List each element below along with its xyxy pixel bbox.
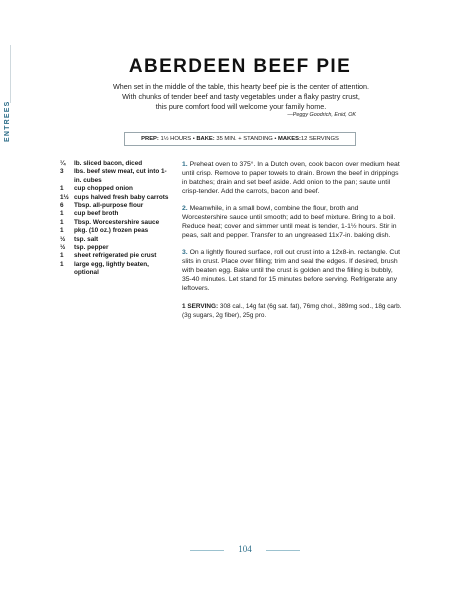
ingredient-item	[60, 160, 172, 168]
direction-step	[182, 248, 402, 293]
step-text: Meanwhile, in a small bowl, combine the flour, broth and Worcestershire sauce until smooth; add to beef mixture. Bring to a boil. Reduce heat; cover and simmer until meat is tender, 1-1½ hours. Stir in peas, salt and pepper. Transfer to an ungreased 11x7-in. baking dish.	[182, 205, 397, 239]
ingredient-qty: ½	[60, 244, 66, 252]
ingredient-text: cups halved fresh baby carrots	[74, 193, 169, 201]
bake-label: BAKE:	[196, 136, 215, 142]
ingredient-qty: 1	[60, 210, 64, 218]
makes-label: MAKES:	[278, 136, 301, 142]
ingredient-qty: 6	[60, 202, 64, 210]
ingredient-qty: 1	[60, 227, 64, 235]
ingredient-qty: 3	[60, 168, 64, 176]
prep-separator: •	[192, 136, 197, 142]
step-text: On a lightly floured surface, roll out crust into a 12x8-in. rectangle. Cut slits in crust. Place over filling; trim and seal the edges. If desired, brush with beaten egg. Bake until the crust is golden and the filling is bubbly, 35-40 minutes. Let stand for 15 minutes before serving. Refrigerate any leftovers.	[182, 249, 400, 292]
nutrition-label: 1 SERVING:	[182, 303, 219, 310]
makes-value: 12 SERVINGS	[300, 136, 339, 142]
ingredient-item	[60, 227, 172, 235]
ingredient-qty: ½	[60, 235, 66, 243]
direction-step	[182, 204, 402, 240]
intro-line: this pure comfort food will welcome your family home.	[155, 102, 327, 111]
sidebar-divider	[10, 45, 11, 103]
ingredient-qty: 1½	[60, 193, 69, 201]
ingredient-item	[60, 219, 172, 227]
ingredient-qty: ¼	[60, 160, 66, 167]
nutrition-info	[182, 303, 402, 320]
ingredient-text: Tbsp. all-purpose flour	[74, 202, 144, 210]
ingredient-text: tsp. pepper	[74, 244, 109, 252]
ingredients-list	[60, 160, 172, 278]
ingredient-text: lb. sliced bacon, diced	[74, 160, 143, 167]
ingredient-item	[60, 244, 172, 252]
ingredient-item	[60, 202, 172, 210]
ingredient-text: cup chopped onion	[74, 185, 133, 193]
ingredient-item	[60, 168, 172, 185]
directions	[182, 160, 402, 327]
bake-value: 35 MIN. + STANDING	[216, 136, 273, 142]
ingredient-item	[60, 261, 172, 278]
ingredient-item	[60, 194, 172, 202]
ingredient-text: cup beef broth	[74, 210, 119, 218]
ingredient-text: large egg, lightly beaten, optional	[74, 260, 149, 277]
ingredient-text: pkg. (10 oz.) frozen peas	[74, 227, 149, 235]
ingredient-item	[60, 236, 172, 244]
step-text: Preheat oven to 375°. In a Dutch oven, cook bacon over medium heat until crisp. Remove to paper towels to drain. Brown the beef in drippings in batches; drain and set beef aside. Add onion to the pan; saute until crisp-tender. Add the carrots, bacon and beef.	[182, 161, 400, 195]
ingredient-item	[60, 185, 172, 193]
recipe-intro	[96, 82, 386, 112]
ingredient-text: lbs. beef stew meat, cut into 1-in. cubes	[74, 168, 167, 184]
ingredient-text: tsp. salt	[74, 235, 99, 243]
ingredient-qty: 1	[60, 252, 64, 260]
prep-value: 1½ HOURS	[160, 136, 192, 142]
nutrition-text: 308 cal., 14g fat (6g sat. fat), 76mg chol., 389mg sod., 18g carb. (3g sugars, 2g fiber), 25g pro.	[182, 303, 402, 319]
footer-rule	[266, 550, 300, 551]
prep-label: PREP:	[141, 136, 159, 142]
recipe-byline: —Peggy Goodrich, Enid, OK	[287, 112, 356, 118]
ingredient-qty: 1	[60, 260, 64, 268]
intro-line: With chunks of tender beef and tasty vegetables under a flaky pastry crust,	[122, 92, 360, 101]
page-footer	[190, 544, 300, 558]
ingredient-text: Tbsp. Worcestershire sauce	[74, 218, 160, 226]
section-label-text: ENTREES	[4, 100, 11, 142]
prep-separator: •	[274, 136, 279, 142]
direction-step	[182, 160, 402, 196]
intro-line: When set in the middle of the table, this hearty beef pie is the center of attention.	[112, 82, 370, 91]
step-number: 1.	[182, 161, 188, 168]
section-label	[4, 100, 20, 168]
footer-rule	[190, 550, 224, 551]
step-number: 2.	[182, 205, 188, 212]
ingredient-item	[60, 210, 172, 218]
prep-info-bar	[124, 132, 356, 146]
page-number: 104	[238, 544, 252, 554]
ingredient-item	[60, 252, 172, 260]
ingredient-qty: 1	[60, 218, 64, 226]
ingredient-qty: 1	[60, 185, 64, 193]
ingredient-text: sheet refrigerated pie crust	[74, 252, 157, 260]
step-number: 3.	[182, 249, 188, 256]
recipe-title: ABERDEEN BEEF PIE	[128, 56, 352, 77]
